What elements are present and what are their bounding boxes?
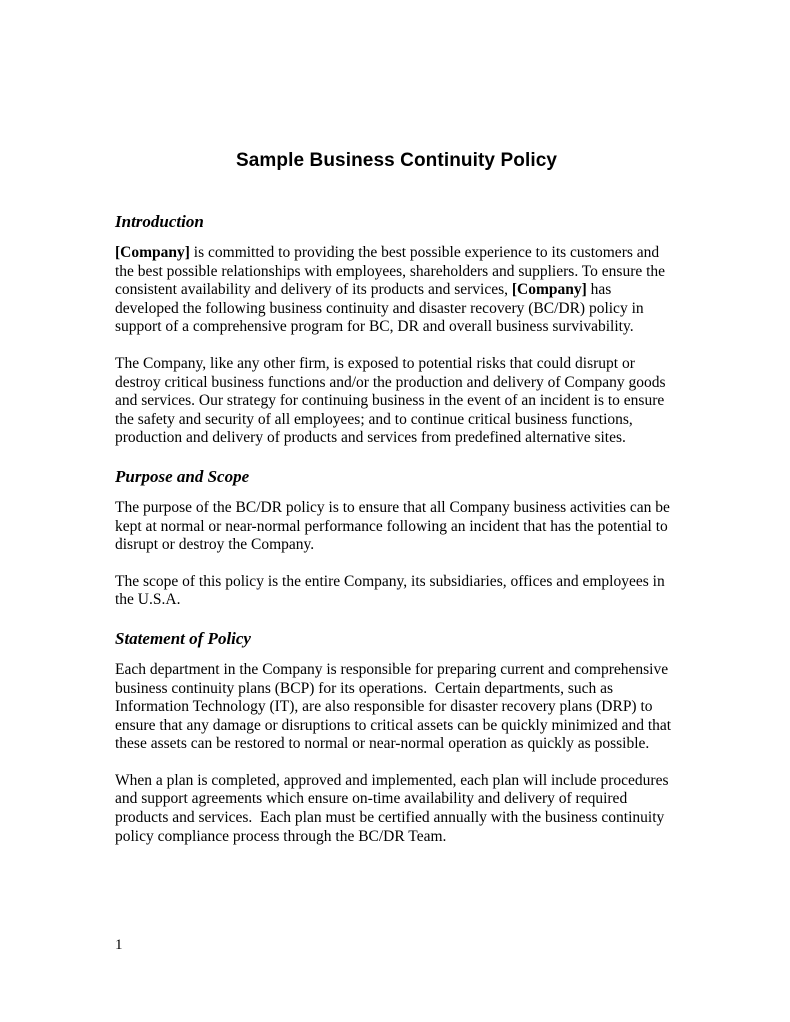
paragraph-text: is committed to providing the best possible experience to its customers and the best possible relationships with employees, shareholders and suppliers. To ensure the consistent availability and delivery of its products and services, [115,244,669,299]
section-heading-statement-of-policy: Statement of Policy [115,628,251,648]
paragraph-text: has developed the following business continuity and disaster recovery (BC/DR) policy in support of a comprehensive program for BC, DR and overall business survivability. [115,281,648,336]
company-placeholder: [Company] [115,244,190,261]
paragraph-intro-1 [115,244,678,337]
section-heading-introduction: Introduction [115,212,204,231]
paragraph-purpose-1: The purpose of the BC/DR policy is to ensure that all Company business activities can be kept at normal or near-normal performance following an incident that has the potential to disrupt or destroy the Company. [115,498,674,554]
paragraph-statement-1: Each department in the Company is responsible for preparing current and comprehensive business continuity plans (BCP) for its operations. Certain departments, such as Information Technology (IT), are also responsible for disaster recovery plans (DRP) to ensure that any damage or disruptions to critical assets can be quickly minimized and that these assets can be restored to normal or near-normal operation as quickly as possible. [115,660,675,753]
paragraph-purpose-2: The scope of this policy is the entire Company, its subsidiaries, offices and employees in the U.S.A. [115,572,669,609]
section-heading-purpose-and-scope: Purpose and Scope [115,466,250,486]
document-title: Sample Business Continuity Policy [235,150,558,171]
page-number: 1 [115,937,123,953]
paragraph-statement-2: When a plan is completed, approved and implemented, each plan will include procedures and support agreements which ensure on-time availability and delivery of required products and services. Each plan must be certified annually with the business continuity policy compliance process through the BC/DR Team. [115,771,673,845]
document-body [115,150,678,864]
paragraph-intro-2: The Company, like any other firm, is exposed to potential risks that could disrupt or destroy critical business functions and/or the production and delivery of Company goods and services. Our strategy for continuing business in the event of an incident is to ensure the safety and security of all employees; and to continue critical business functions, production and delivery of products and services from predefined alternative sites. [115,354,670,447]
company-placeholder: [Company] [511,281,587,299]
